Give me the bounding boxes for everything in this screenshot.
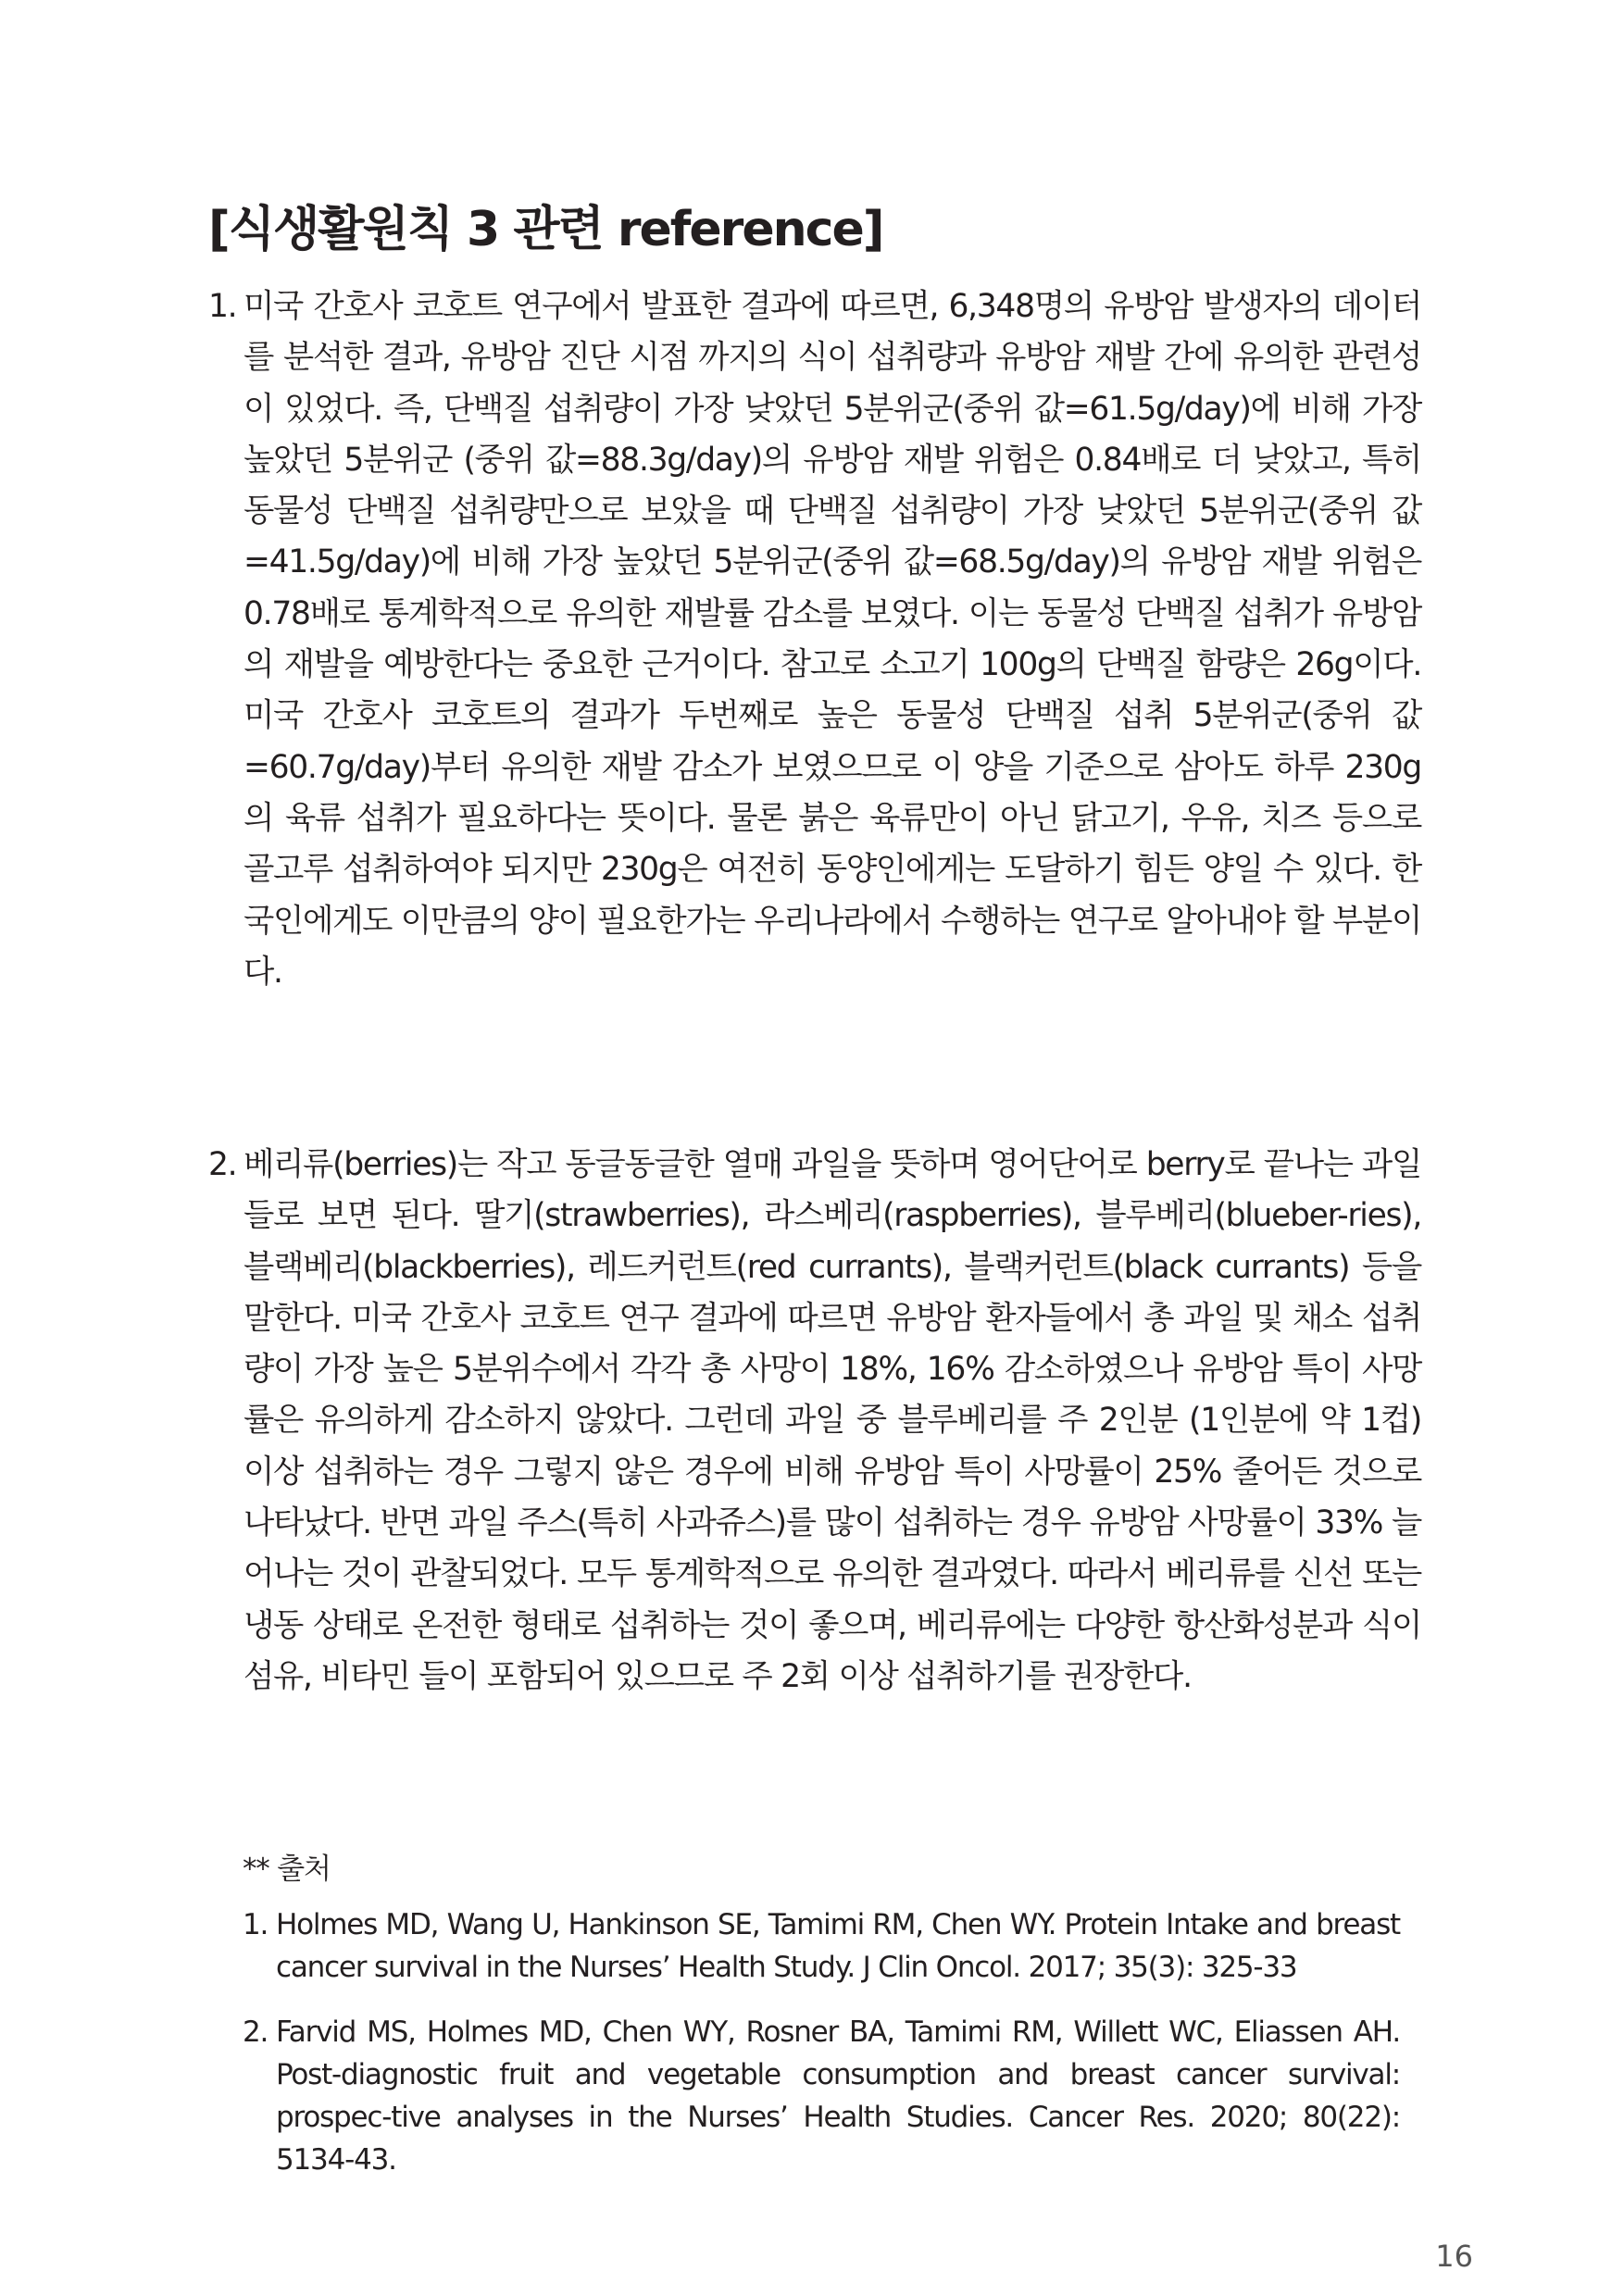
- page-title: [식생활원칙 3 관련 reference]: [208, 202, 883, 257]
- source-number: 1.: [243, 1908, 269, 1941]
- source-number: 2.: [243, 2015, 269, 2049]
- reference-item-text: 미국 간호사 코호트 연구에서 발표한 결과에 따르면, 6,348명의 유방암 발생자의 데이터를 분석한 결과, 유방암 진단 시점 까지의 식이 섭취량과 유방암 재발 간에 유의한 관련성이 있었다. 즉, 단백질 섭취량이 가장 낮았던 5분위군(중위 값=61.5g/day)에 비해 가장 높았던 5분위군 (중위 값=88.3g/day)의 유방암 재발 위험은 0.84배로 더 낮았고, 특히 동물성 단백질 섭취량만으로 보았을 때 단백질 섭취량이 가장 낮았던 5분위군(중위 값=41.5g/day)에 비해 가장 높았던 5분위군(중위 값=68.5g/day)의 유방암 재발 위험은 0.78배로 통계학적으로 유의한 재발률 감소를 보였다. 이는 동물성 단백질 섭취가 유방암의 재발을 예방한다는 중요한 근거이다. 참고로 소고기 100g의 단백질 함량은 26g이다. 미국 간호사 코호트의 결과가 두번째로 높은 동물성 단백질 섭취 5분위군(중위 값=60.7g/day)부터 유의한 재발 감소가 보였으므로 이 양을 기준으로 삼아도 하루 230g의 육류 섭취가 필요하다는 뜻이다. 물론 붉은 육류만이 아닌 닭고기, 우유, 치즈 등으로 골고루 섭취하여야 되지만 230g은 여전히 동양인에게는 도달하기 힘든 양일 수 있다. 한국인에게도 이만큼의 양이 필요한가는 우리나라에서 수행하는 연구로 알아내야 할 부분이다.: [244, 288, 1421, 991]
- reference-item-number: 2.: [208, 1146, 237, 1183]
- sources-block: [243, 1848, 1400, 2203]
- source-citation: Holmes MD, Wang U, Hankinson SE, Tamimi RM, Chen WY. Protein Intake and breast cancer survival in the Nurses’ Health Study. J Clin Oncol. 2017; 35(3): 325-33: [276, 1908, 1400, 1984]
- reference-item-1: [208, 281, 1421, 998]
- source-entry: [243, 1903, 1400, 1989]
- reference-item-2: [208, 1140, 1421, 1703]
- source-citation: Farvid MS, Holmes MD, Chen WY, Rosner BA, Tamimi RM, Willett WC, Eliassen AH. Post-diagnostic fruit and vegetable consumption and breast cancer survival: prospec-tive analyses in the Nurses’ Health Studies. Cancer Res. 2020; 80(22): 5134-43.: [276, 2015, 1400, 2177]
- page-number: 16: [1435, 2239, 1473, 2274]
- reference-item-text: 베리류(berries)는 작고 동글동글한 열매 과일을 뜻하며 영어단어로 berry로 끝나는 과일들로 보면 된다. 딸기(strawberries), 라스베리(raspberries), 블루베리(blueber-ries), 블랙베리(blackberries), 레드커런트(red currants), 블랙커런트(black currants) 등을 말한다. 미국 간호사 코호트 연구 결과에 따르면 유방암 환자들에서 총 과일 및 채소 섭취량이 가장 높은 5분위수에서 각각 총 사망이 18%, 16% 감소하였으나 유방암 특이 사망률은 유의하게 감소하지 않았다. 그런데 과일 중 블루베리를 주 2인분 (1인분에 약 1컵) 이상 섭취하는 경우 그렇지 않은 경우에 비해 유방암 특이 사망률이 25% 줄어든 것으로 나타났다. 반면 과일 주스(특히 사과쥬스)를 많이 섭취하는 경우 유방암 사망률이 33% 늘어나는 것이 관찰되었다. 모두 통계학적으로 유의한 결과였다. 따라서 베리류를 신선 또는 냉동 상태로 온전한 형태로 섭취하는 것이 좋으며, 베리류에는 다양한 항산화성분과 식이섬유, 비타민 들이 포함되어 있으므로 주 2회 이상 섭취하기를 권장한다.: [244, 1146, 1421, 1695]
- source-entry: [243, 2011, 1400, 2181]
- reference-item-number: 1.: [208, 288, 237, 325]
- sources-heading: ** 출처: [243, 1853, 331, 1886]
